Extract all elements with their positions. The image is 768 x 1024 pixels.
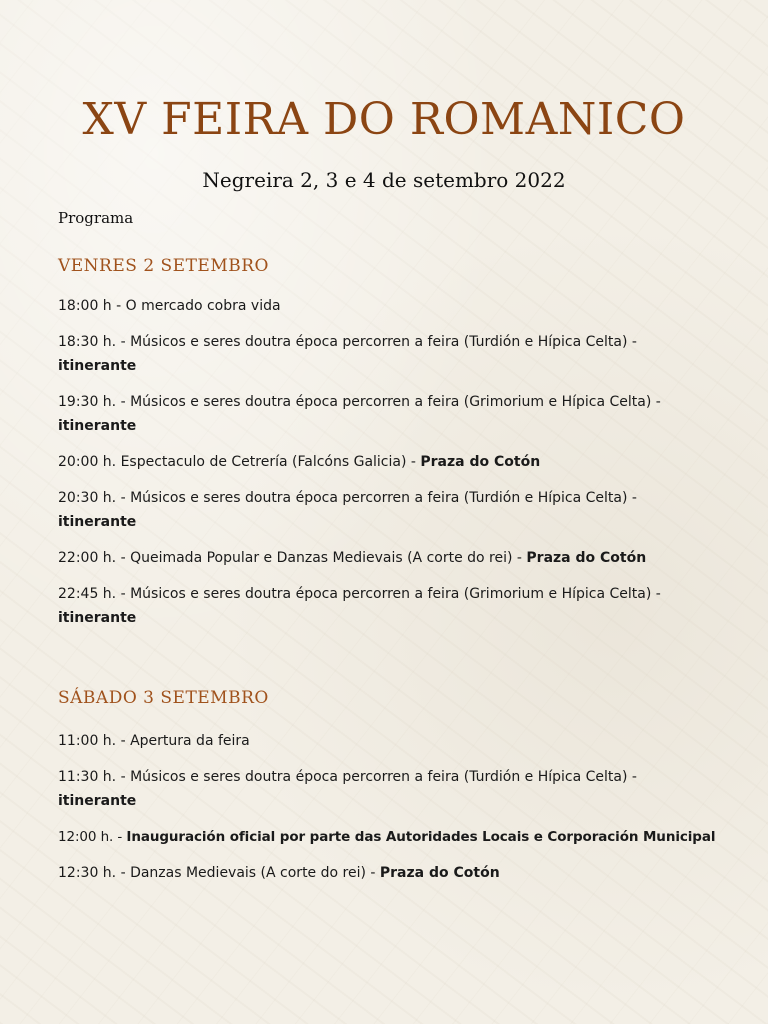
schedule-entry xyxy=(58,825,748,849)
schedule-entry xyxy=(58,486,748,534)
programa-label: Programa xyxy=(58,209,134,227)
entry-location: Praza do Cotón xyxy=(379,865,500,881)
entry-text: 11:00 h. - Apertura da feira xyxy=(58,733,250,749)
schedule-entry xyxy=(58,330,748,378)
day-heading-venres: VENRES 2 SETEMBRO xyxy=(58,256,269,276)
schedule-entry xyxy=(58,546,748,570)
day-heading-sabado: SÁBADO 3 SETEMBRO xyxy=(58,688,269,708)
schedule-entry xyxy=(58,765,748,813)
entry-text: 22:00 h. - Queimada Popular e Danzas Medievais (A corte do rei) - xyxy=(58,550,527,566)
schedule-list-sabado xyxy=(58,729,748,897)
entry-text: 18:00 h - O mercado cobra vida xyxy=(58,298,281,314)
document-subtitle: Negreira 2, 3 e 4 de setembro 2022 xyxy=(202,168,566,192)
entry-text: 18:30 h. - Músicos e seres doutra época percorren a feira (Turdión e Hípica Celta) - xyxy=(58,334,637,350)
schedule-entry xyxy=(58,582,748,630)
entry-location: itinerante xyxy=(58,418,137,434)
entry-location: Praza do Cotón xyxy=(526,550,647,566)
entry-location: itinerante xyxy=(58,793,137,809)
schedule-list-venres xyxy=(58,294,748,642)
entry-text: 20:30 h. - Músicos e seres doutra época percorren a feira (Turdión e Hípica Celta) - xyxy=(58,490,637,506)
schedule-entry xyxy=(58,729,748,753)
entry-location: Praza do Cotón xyxy=(420,454,541,470)
schedule-entry xyxy=(58,390,748,438)
entry-location: itinerante xyxy=(58,610,137,626)
entry-text: 19:30 h. - Músicos e seres doutra época percorren a feira (Grimorium e Hípica Celta) - xyxy=(58,394,661,410)
entry-text: 12:00 h. - xyxy=(58,829,127,845)
document-title: XV FEIRA DO ROMANICO xyxy=(82,94,686,145)
entry-location: itinerante xyxy=(58,358,137,374)
entry-location: Inauguración oficial por parte das Autoridades Locais e Corporación Municipal xyxy=(126,829,716,845)
entry-text: 12:30 h. - Danzas Medievais (A corte do rei) - xyxy=(58,865,380,881)
entry-location: itinerante xyxy=(58,514,137,530)
entry-text: 22:45 h. - Músicos e seres doutra época percorren a feira (Grimorium e Hípica Celta) - xyxy=(58,586,661,602)
entry-text: 11:30 h. - Músicos e seres doutra época percorren a feira (Turdión e Hípica Celta) - xyxy=(58,769,637,785)
schedule-entry xyxy=(58,861,748,885)
schedule-entry xyxy=(58,294,748,318)
entry-text: 20:00 h. Espectaculo de Cetrería (Falcóns Galicia) - xyxy=(58,454,421,470)
schedule-entry xyxy=(58,450,748,474)
